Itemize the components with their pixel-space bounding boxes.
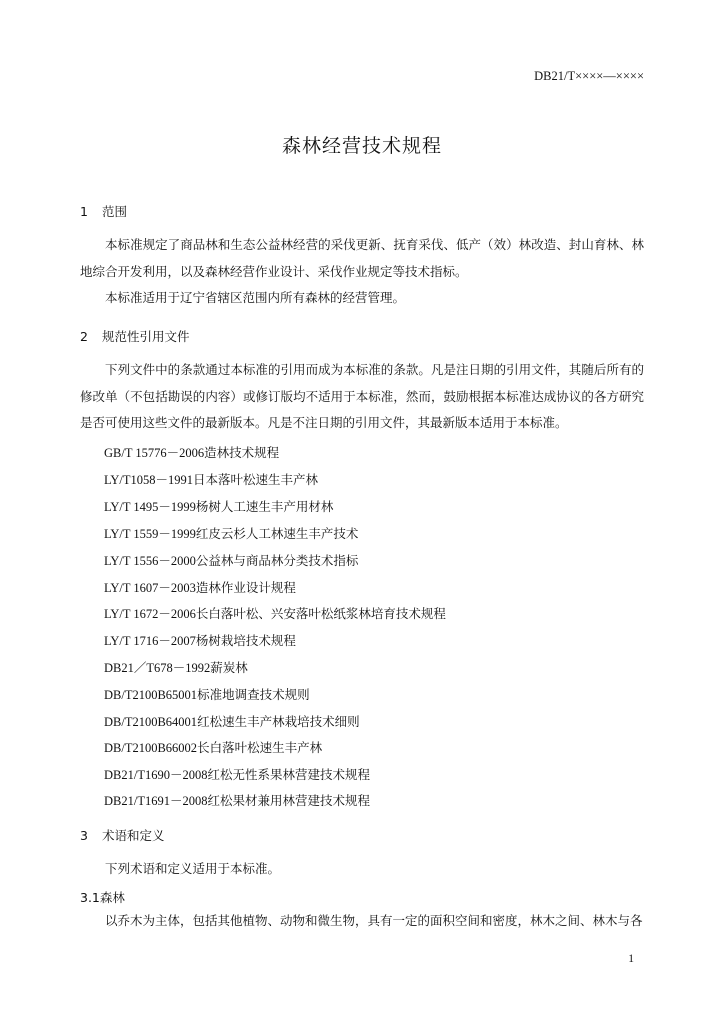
reference-code: DB/T2100B64001 <box>104 715 198 729</box>
reference-code: LY/T 1556－2000 <box>104 554 196 568</box>
reference-code: DB21/T1690－2008 <box>104 768 208 782</box>
reference-title: 薪炭林 <box>210 660 248 675</box>
reference-item <box>104 712 360 730</box>
scope-paragraph-1: 本标准规定了商品林和生态公益林经营的采伐更新、抚育采伐、低产（效）林改造、封山育林、林地综合开发利用，以及森林经营作业设计、采伐作业规定等技术指标。 <box>80 237 644 279</box>
document-title: 森林经营技术规程 <box>281 135 442 157</box>
subsection-number: 3.1 <box>80 890 100 905</box>
reference-title: 红皮云杉人工林速生丰产技术 <box>195 526 359 541</box>
reference-item <box>104 604 446 622</box>
reference-title: 红松速生丰产林栽培技术细则 <box>197 714 360 729</box>
reference-title: 杨树人工速生丰产用材林 <box>195 499 334 514</box>
section-number: 2 <box>80 329 88 344</box>
reference-code: LY/T 1607－2003 <box>104 581 196 595</box>
reference-code: DB21／T678－1992 <box>104 661 211 675</box>
reference-item <box>104 524 358 542</box>
reference-item <box>104 631 296 649</box>
reference-code: DB/T2100B65001 <box>104 688 198 702</box>
reference-item <box>104 765 370 783</box>
reference-code: DB/T2100B66002 <box>104 741 198 755</box>
standard-code: DB21/T××××—×××× <box>534 69 644 83</box>
reference-item <box>104 738 322 756</box>
reference-item <box>104 685 310 703</box>
reference-title: 长白落叶松、兴安落叶松纸浆林培育技术规程 <box>195 606 446 621</box>
references-intro-paragraph: 下列文件中的条款通过本标准的引用而成为本标准的条款。凡是注日期的引用文件，其随后所有的修改单（不包括勘误的内容）或修订版均不适用于本标准，然而，鼓励根据本标准达成协议的各方研究是否可使用这些文件的最新版本。凡是不注日期的引用文件，其最新版本适用于本标准。 <box>80 362 644 430</box>
page-number: 1 <box>628 953 634 965</box>
reference-title: 红松果材兼用林营建技术规程 <box>207 793 370 808</box>
forest-definition-paragraph: 以乔木为主体，包括其他植物、动物和微生物，具有一定的面积空间和密度，林木之间、林木与各 <box>105 913 643 928</box>
reference-code: GB/T 15776－2006 <box>104 446 205 460</box>
reference-code: LY/T 1495－1999 <box>104 500 196 514</box>
section-number: 1 <box>80 204 88 219</box>
reference-title: 公益林与商品林分类技术指标 <box>195 553 359 568</box>
section-1-heading <box>80 202 127 220</box>
reference-code: LY/T 1716－2007 <box>104 634 196 648</box>
reference-title: 标准地调查技术规则 <box>197 687 310 702</box>
section-title: 术语和定义 <box>102 828 165 843</box>
reference-item <box>104 658 248 676</box>
subsection-title: 森林 <box>99 890 125 905</box>
reference-title: 日本落叶松速生丰产林 <box>193 472 319 487</box>
section-2-heading <box>80 327 190 345</box>
section-title: 范围 <box>102 204 128 219</box>
reference-title: 造林技术规程 <box>204 445 280 460</box>
terms-intro-paragraph: 下列术语和定义适用于本标准。 <box>105 861 281 876</box>
reference-title: 造林作业设计规程 <box>195 580 296 595</box>
section-number: 3 <box>80 828 88 843</box>
reference-code: LY/T1058－1991 <box>104 473 194 487</box>
reference-item <box>104 497 333 515</box>
reference-title: 红松无性系果林营建技术规程 <box>207 767 370 782</box>
reference-code: LY/T 1559－1999 <box>104 527 196 541</box>
reference-code: DB21/T1691－2008 <box>104 794 208 808</box>
reference-item <box>104 551 358 569</box>
section-3-heading <box>80 826 165 844</box>
scope-paragraph-2: 本标准适用于辽宁省辖区范围内所有森林的经营管理。 <box>105 290 406 305</box>
reference-item <box>104 470 318 488</box>
reference-title: 长白落叶松速生丰产林 <box>197 740 323 755</box>
subsection-3-1-heading <box>80 888 125 906</box>
reference-title: 杨树栽培技术规程 <box>195 633 296 648</box>
reference-item <box>104 791 370 809</box>
section-title: 规范性引用文件 <box>102 329 190 344</box>
reference-item <box>104 443 279 461</box>
reference-code: LY/T 1672－2006 <box>104 607 196 621</box>
reference-item <box>104 578 296 596</box>
